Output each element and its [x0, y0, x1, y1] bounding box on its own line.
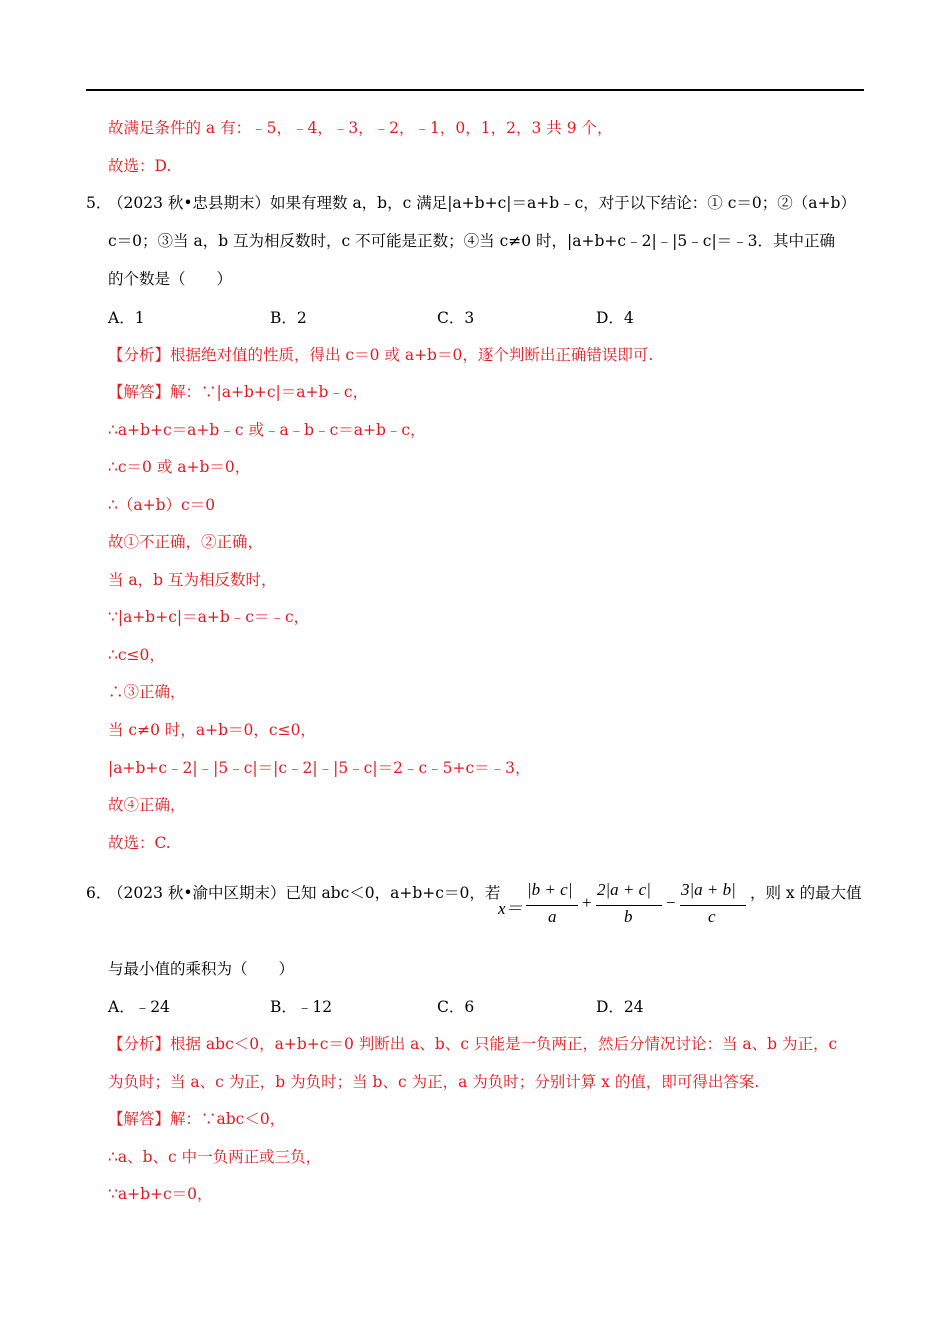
analysis-text: 【分析】根据绝对值的性质，得出 c＝0 或 a+b＝0，逐个判断出正确错误即可. [108, 346, 654, 364]
solution-line: ∴a+b+c＝a+b﹣c 或﹣a﹣b﹣c＝a+b﹣c， [108, 421, 426, 439]
option-c: C．3 [437, 309, 475, 327]
option-b: B．﹣12 [270, 998, 333, 1016]
question-text: 的个数是（ ） [108, 270, 233, 288]
solution-line: 故选：C. [108, 834, 171, 852]
question-text: ，则 x 的最大值 [750, 884, 862, 902]
formula-minus: − [666, 893, 676, 912]
text-line: 故选：D. [108, 157, 172, 175]
formula-denominator-1: a [548, 907, 557, 926]
question-text: （2023 秋•忠县期末）如果有理数 a，b，c 满足|a+b+c|＝a+b﹣c，对于以下结论：① c＝0；②（a+b） [108, 194, 856, 212]
solution-line: ∵|a+b+c|＝a+b﹣c＝﹣c， [108, 608, 310, 626]
formula-numerator-2: 2|a + c| [597, 880, 651, 899]
question-text: 与最小值的乘积为（ ） [108, 960, 295, 978]
fraction-bar [680, 905, 746, 906]
option-d: D．24 [596, 998, 644, 1016]
question-text: c＝0；③当 a，b 互为相反数时，c 不可能是正数；④当 c≠0 时，|a+b+c﹣2|﹣|5﹣c|＝﹣3．其中正确 [108, 232, 836, 250]
analysis-text: 为负时；当 a、c 为正，b 为负时；当 b、c 为正，a 为负时；分别计算 x 的值，即可得出答案. [108, 1073, 760, 1091]
solution-line: 故④正确， [108, 796, 186, 814]
formula-numerator-1: |b + c| [527, 880, 573, 899]
fraction-bar [596, 905, 662, 906]
analysis-text: 【分析】根据 abc＜0，a+b+c＝0 判断出 a、b、c 只能是一负两正，然后分情况讨论：当 a、b 为正，c [108, 1035, 838, 1053]
solution-line: ∴a、b、c 中一负两正或三负， [108, 1148, 322, 1166]
solution-line: 当 c≠0 时，a+b＝0，c≤0， [108, 721, 316, 739]
option-d: D．4 [596, 309, 634, 327]
formula-numerator-3: 3|a + b| [681, 880, 736, 899]
solution-line: 【解答】解：∵|a+b+c|＝a+b﹣c， [108, 383, 369, 401]
solution-line: ∴③正确， [108, 683, 186, 701]
solution-line: 【解答】解：∵abc＜0， [108, 1110, 286, 1128]
solution-line: ∵a+b+c＝0， [108, 1185, 213, 1203]
question-text: （2023 秋•渝中区期末）已知 abc＜0，a+b+c＝0，若 [108, 884, 501, 902]
formula-denominator-3: c [708, 907, 716, 926]
solution-line: ∴c≤0， [108, 646, 165, 664]
formula-denominator-2: b [624, 907, 633, 926]
header-rule [86, 89, 864, 91]
solution-line: ∴c＝0 或 a+b＝0， [108, 458, 251, 476]
option-a: A．﹣24 [108, 998, 170, 1016]
question-number: 5． [86, 194, 112, 212]
solution-line: ∴（a+b）c＝0 [108, 496, 216, 514]
fraction-bar [526, 905, 578, 906]
text-line: 故满足条件的 a 有：﹣5，﹣4，﹣3，﹣2，﹣1，0，1，2，3 共 9 个， [108, 119, 613, 137]
option-b: B．2 [270, 309, 307, 327]
formula-x-eq: x＝ [498, 899, 523, 918]
solution-line: |a+b+c﹣2|﹣|5﹣c|＝|c﹣2|﹣|5﹣c|＝2﹣c﹣5+c＝﹣3， [108, 759, 531, 777]
formula-plus: + [582, 893, 592, 912]
solution-line: 故①不正确，②正确， [108, 533, 264, 551]
option-c: C．6 [437, 998, 475, 1016]
question-number: 6． [86, 884, 112, 902]
solution-line: 当 a，b 互为相反数时， [108, 571, 277, 589]
option-a: A．1 [108, 309, 145, 327]
